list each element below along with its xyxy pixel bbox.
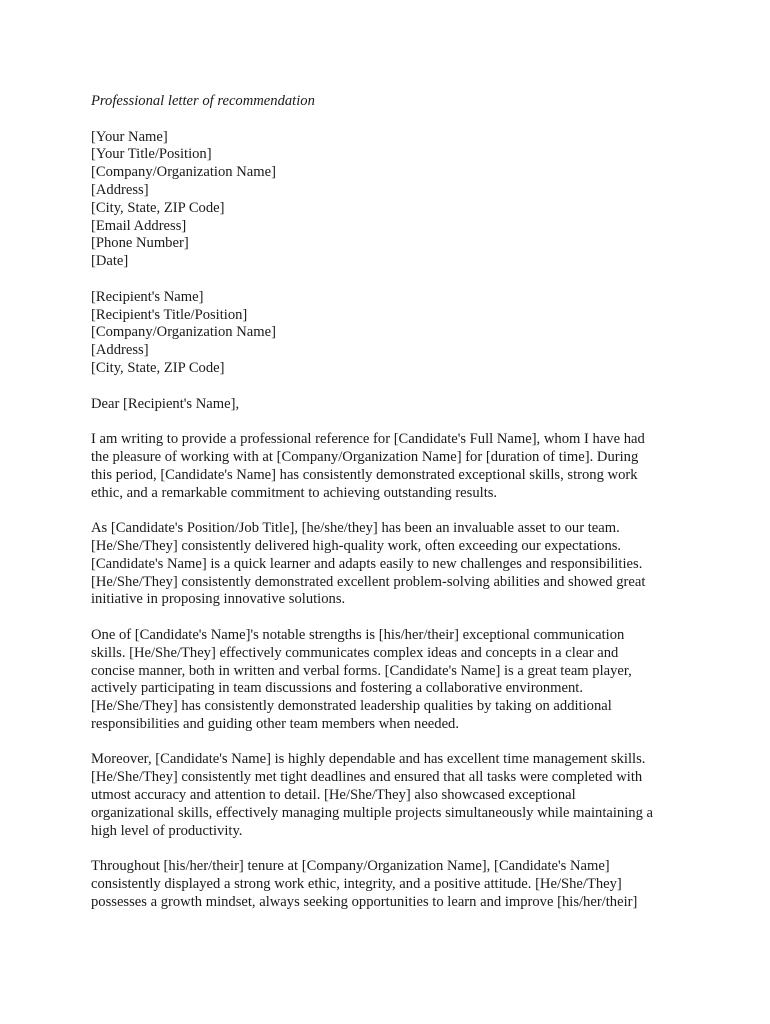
letter-body bbox=[91, 93, 691, 929]
paragraph-line: initiative in proposing innovative solutions. bbox=[91, 591, 346, 608]
paragraph-line: Throughout [his/her/their] tenure at [Company/Organization Name], [Candidate's Name] bbox=[91, 858, 610, 875]
paragraph-line: As [Candidate's Position/Job Title], [he/she/they] has been an invaluable asset to our team. bbox=[91, 520, 620, 537]
paragraph-strengths bbox=[91, 627, 691, 734]
paragraph-role bbox=[91, 520, 691, 609]
paragraph-line: this period, [Candidate's Name] has consistently demonstrated exceptional skills, strong work bbox=[91, 466, 638, 483]
paragraph-line: possesses a growth mindset, always seeking opportunities to learn and improve [his/her/their] bbox=[91, 893, 638, 910]
salutation: Dear [Recipient's Name], bbox=[91, 395, 240, 412]
paragraph-line: consistently displayed a strong work ethic, integrity, and a positive attitude. [He/She/They] bbox=[91, 876, 622, 893]
recipient-company: [Company/Organization Name] bbox=[91, 324, 276, 341]
recipient-name: [Recipient's Name] bbox=[91, 288, 204, 305]
letter-date: [Date] bbox=[91, 253, 129, 270]
recipient-title: [Recipient's Title/Position] bbox=[91, 306, 248, 323]
paragraph-line: ethic, and a remarkable commitment to achieving outstanding results. bbox=[91, 484, 498, 501]
sender-city-state-zip: [City, State, ZIP Code] bbox=[91, 199, 225, 216]
paragraph-line: concise manner, both in written and verbal forms. [Candidate's Name] is a great team player, bbox=[91, 662, 632, 679]
sender-address-block bbox=[91, 129, 691, 271]
paragraph-line: Moreover, [Candidate's Name] is highly dependable and has excellent time management skills. bbox=[91, 751, 646, 768]
paragraph-line: actively participating in team discussions and fostering a collaborative environment. bbox=[91, 680, 583, 697]
sender-phone: [Phone Number] bbox=[91, 235, 189, 252]
sender-email: [Email Address] bbox=[91, 217, 187, 234]
recipient-address: [Address] bbox=[91, 342, 149, 359]
paragraph-line: [He/She/They] has consistently demonstrated leadership qualities by taking on additional bbox=[91, 698, 612, 715]
sender-title: [Your Title/Position] bbox=[91, 146, 212, 163]
paragraph-line: skills. [He/She/They] effectively communicates complex ideas and concepts in a clear and bbox=[91, 644, 619, 661]
paragraph-line: One of [Candidate's Name]'s notable strengths is [his/her/their] exceptional communication bbox=[91, 626, 625, 643]
paragraph-line: [Candidate's Name] is a quick learner and adapts easily to new challenges and responsibilities. bbox=[91, 555, 643, 572]
sender-company: [Company/Organization Name] bbox=[91, 164, 276, 181]
paragraph-line: high level of productivity. bbox=[91, 822, 243, 839]
paragraph-line: utmost accuracy and attention to detail. [He/She/They] also showcased exceptional bbox=[91, 787, 576, 804]
paragraph-dependability bbox=[91, 751, 691, 840]
sender-address: [Address] bbox=[91, 181, 149, 198]
recipient-address-block bbox=[91, 289, 691, 378]
paragraph-line: [He/She/They] consistently delivered high-quality work, often exceeding our expectations. bbox=[91, 537, 622, 554]
paragraph-line: I am writing to provide a professional reference for [Candidate's Full Name], whom I have had bbox=[91, 431, 645, 448]
paragraph-line: [He/She/They] consistently demonstrated excellent problem-solving abilities and showed great bbox=[91, 573, 646, 590]
recipient-city-state-zip: [City, State, ZIP Code] bbox=[91, 359, 225, 376]
paragraph-tenure bbox=[91, 858, 691, 911]
paragraph-line: organizational skills, effectively managing multiple projects simultaneously while maintaining a bbox=[91, 804, 654, 821]
letter-title: Professional letter of recommendation bbox=[91, 93, 315, 109]
paragraph-line: the pleasure of working with at [Company/Organization Name] for [duration of time]. During bbox=[91, 448, 639, 465]
paragraph-introduction bbox=[91, 431, 691, 502]
paragraph-line: [He/She/They] consistently met tight deadlines and ensured that all tasks were completed with bbox=[91, 769, 643, 786]
paragraph-line: responsibilities and guiding other team members when needed. bbox=[91, 715, 459, 732]
sender-name: [Your Name] bbox=[91, 128, 168, 145]
